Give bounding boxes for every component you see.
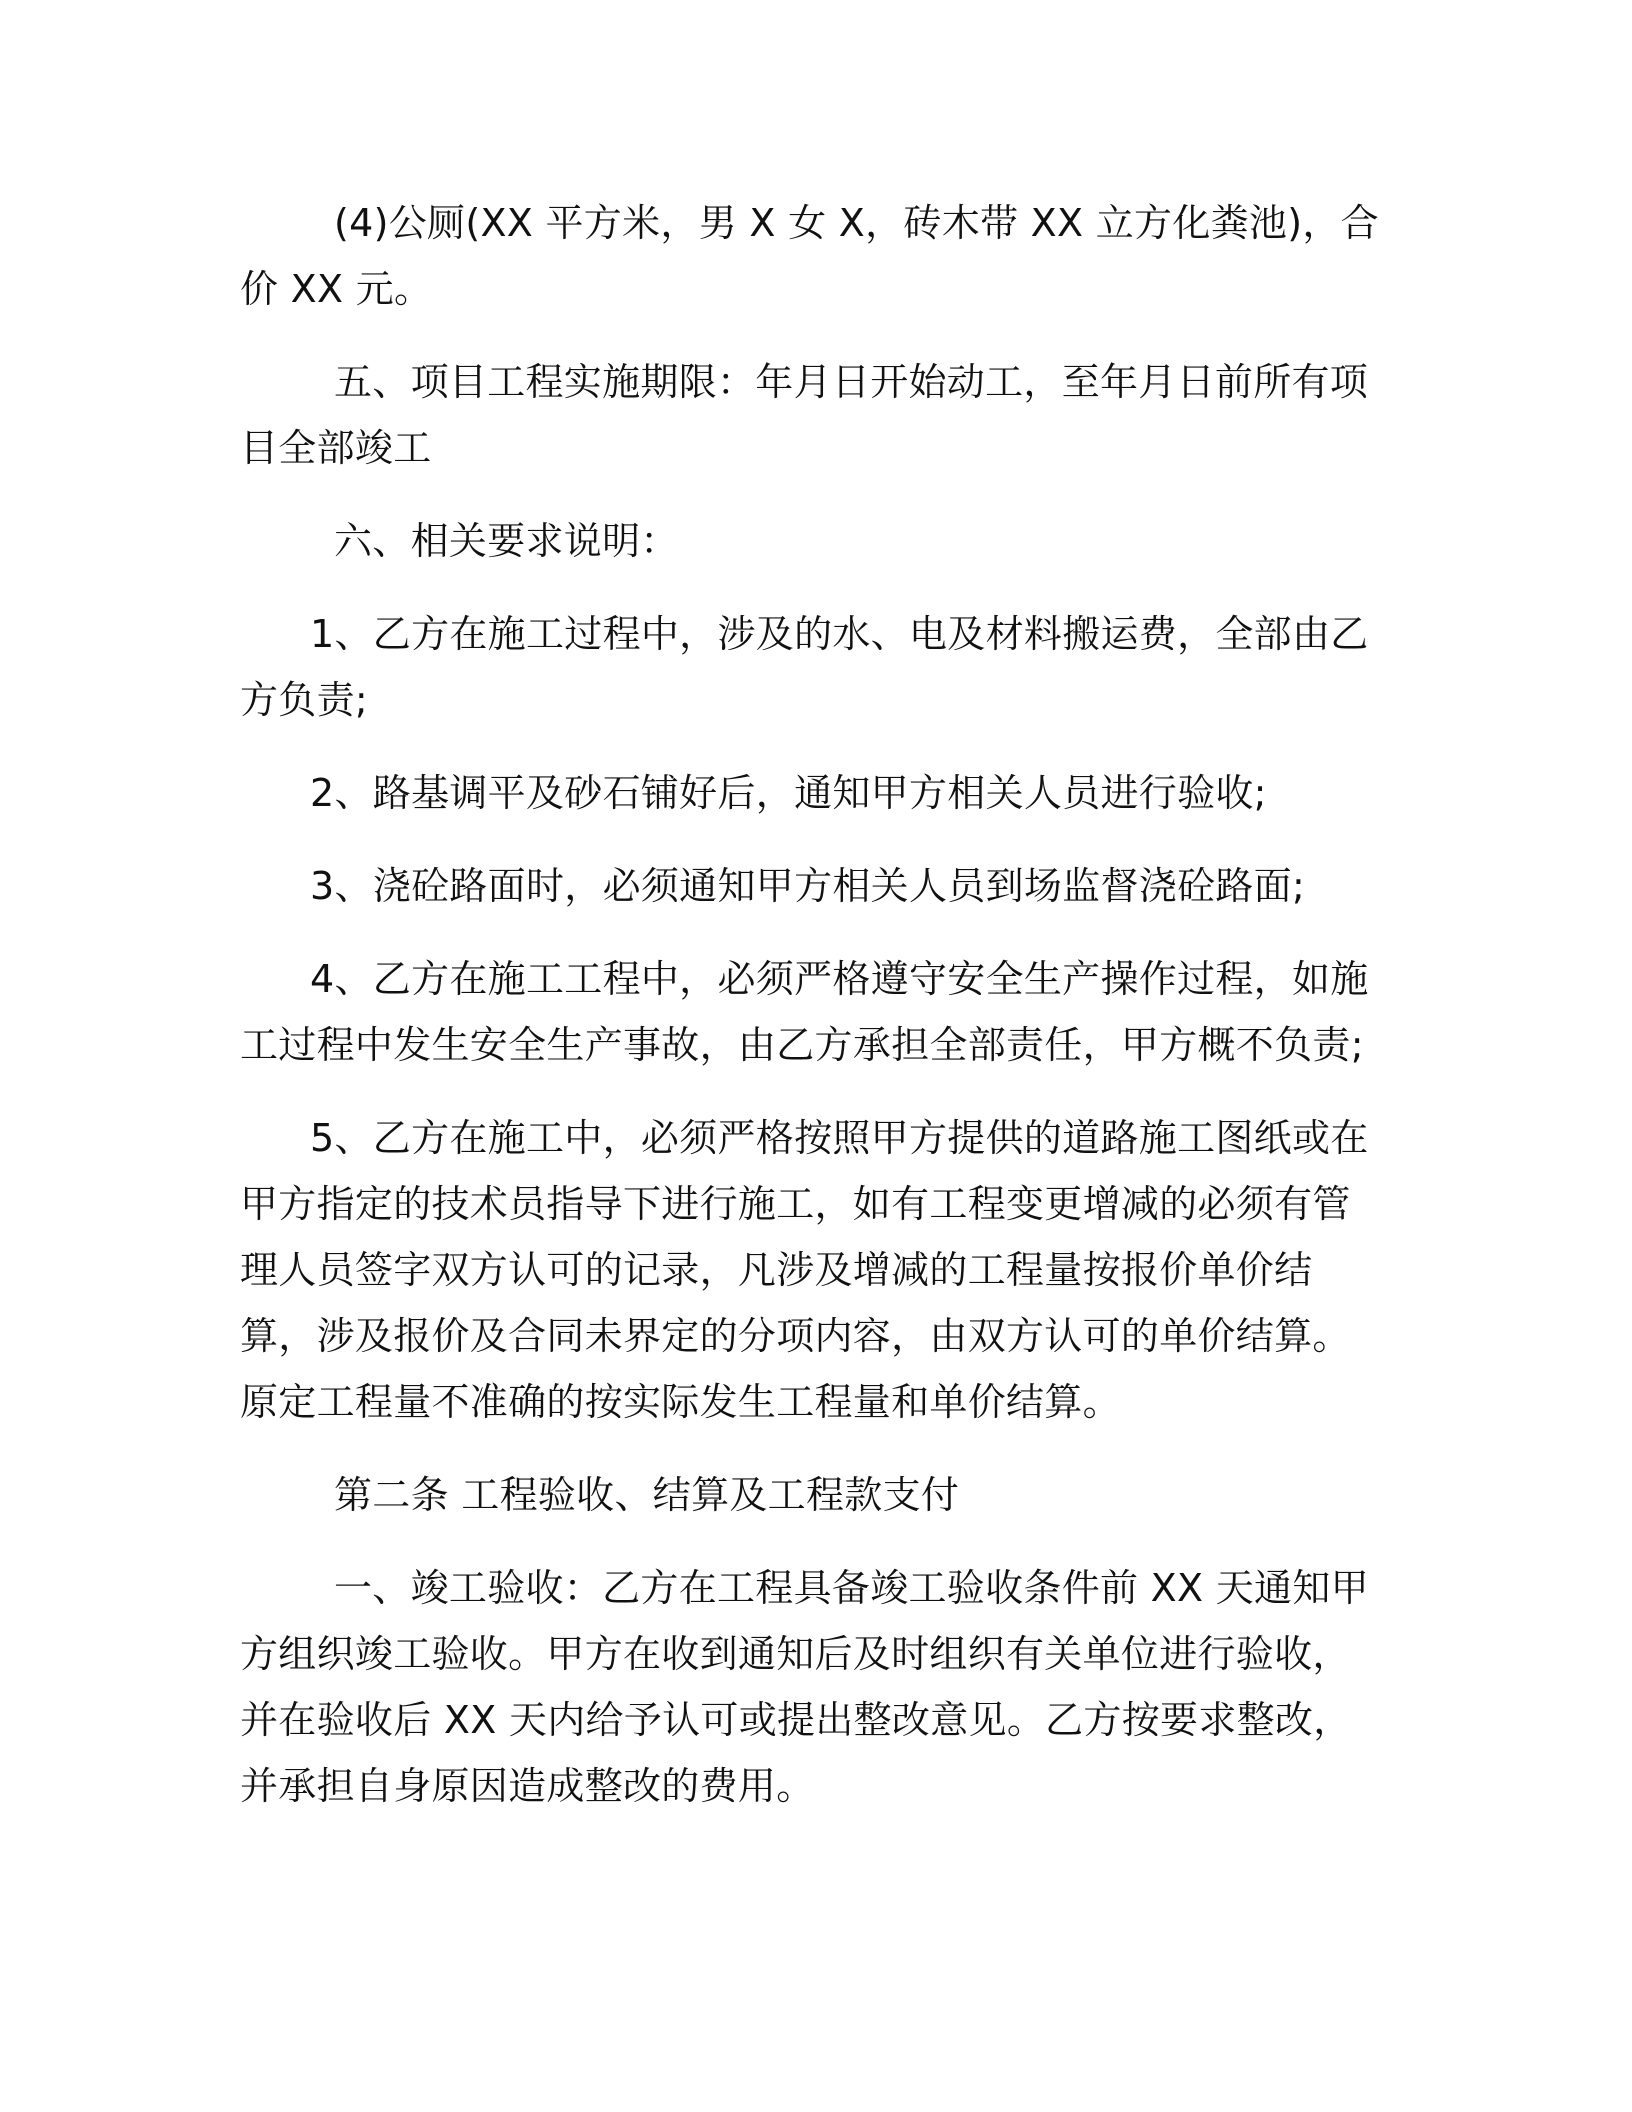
document-page [240, 190, 1380, 1846]
paragraph-implementation-period: 五、项目工程实施期限：年月日开始动工，至年月日前所有项目全部竣工 [240, 360, 1369, 470]
paragraph-requirement-3: 3、浇砼路面时，必须通知甲方相关人员到场监督浇砼路面; [310, 864, 1306, 908]
paragraph-requirements-heading: 六、相关要求说明： [334, 519, 679, 563]
paragraph-requirement-4: 4、乙方在施工工程中，必须严格遵守安全生产操作过程，如施工过程中发生安全生产事故，由乙方承担全部责任，甲方概不负责; [240, 957, 1369, 1067]
paragraph-requirement-5: 5、乙方在施工中，必须严格按照甲方提供的道路施工图纸或在甲方指定的技术员指导下进行施工，如有工程变更增减的必须有管理人员签字双方认可的记录，凡涉及增减的工程量按报价单价结算，涉及报价及合同未界定的分项内容，由双方认可的单价结算。原定工程量不准确的按实际发生工程量和单价结算。 [240, 1116, 1369, 1424]
section-heading-article-2: 第二条 工程验收、结算及工程款支付 [334, 1473, 960, 1517]
paragraph-requirement-2: 2、路基调平及砂石铺好后，通知甲方相关人员进行验收; [310, 771, 1267, 815]
paragraph-public-toilet: (4)公厕(XX 平方米，男 X 女 X，砖木带 XX 立方化粪池)，合价 XX 元。 [240, 201, 1379, 311]
paragraph-completion-acceptance: 一、竣工验收：乙方在工程具备竣工验收条件前 XX 天通知甲方组织竣工验收。甲方在收到通知后及时组织有关单位进行验收，并在验收后 XX 天内给予认可或提出整改意见。乙方按要求整改，并承担自身原因造成整改的费用。 [240, 1566, 1369, 1808]
paragraph-requirement-1: 1、乙方在施工过程中，涉及的水、电及材料搬运费，全部由乙方负责; [240, 612, 1369, 722]
